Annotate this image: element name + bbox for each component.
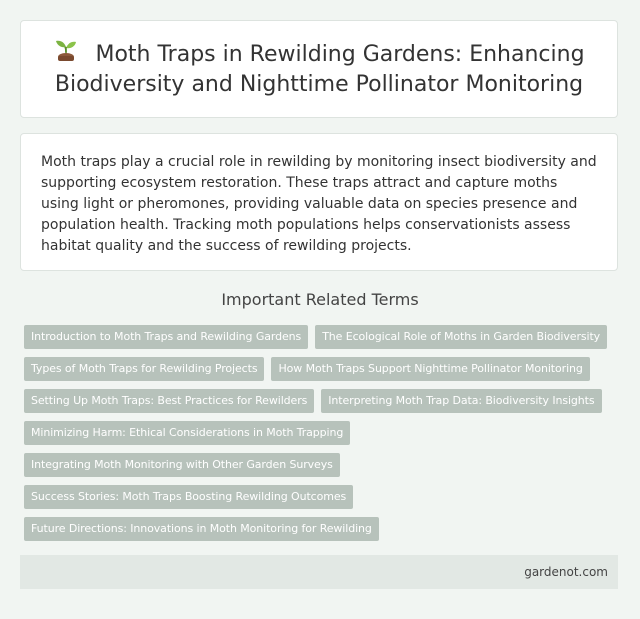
page-title [21,38,617,100]
title-card [20,20,618,118]
related-term-tag[interactable]: Integrating Moth Monitoring with Other Garden Surveys [24,453,340,477]
intro-text: Moth traps play a crucial role in rewilding by monitoring insect biodiversity and supporting ecosystem restoration. These traps attract and capture moths using light or pheromones, providing valuable data on species presence and population health. Tracking moth populations helps conservationists assess habitat quality and the success of rewilding projects. [41,154,597,254]
tag-row [24,357,624,389]
related-terms-list [24,325,624,549]
related-term-tag[interactable]: How Moth Traps Support Nighttime Pollinator Monitoring [271,357,589,381]
intro-card [20,133,618,271]
tag-row [24,485,624,517]
related-term-tag[interactable]: Setting Up Moth Traps: Best Practices for Rewilders [24,389,314,413]
related-term-tag[interactable]: Future Directions: Innovations in Moth Monitoring for Rewilding [24,517,379,541]
related-term-tag[interactable]: The Ecological Role of Moths in Garden Biodiversity [315,325,607,349]
related-term-tag[interactable]: Types of Moth Traps for Rewilding Projects [24,357,264,381]
related-term-tag[interactable]: Success Stories: Moth Traps Boosting Rewilding Outcomes [24,485,353,509]
tag-row [24,421,624,453]
related-term-tag[interactable]: Interpreting Moth Trap Data: Biodiversity Insights [321,389,601,413]
related-term-tag[interactable]: Introduction to Moth Traps and Rewilding Gardens [24,325,308,349]
tag-row [24,389,624,421]
sprout-icon [53,38,79,64]
footer [20,555,618,589]
page-title-text: Moth Traps in Rewilding Gardens: Enhancing Biodiversity and Nighttime Pollinator Monitoring [54,42,585,97]
tag-row [24,325,624,357]
tag-row [24,517,624,549]
footer-site-link[interactable]: gardenot.com [524,565,608,579]
related-term-tag[interactable]: Minimizing Harm: Ethical Considerations in Moth Trapping [24,421,350,445]
tag-row [24,453,624,485]
related-terms-heading: Important Related Terms [221,290,419,309]
